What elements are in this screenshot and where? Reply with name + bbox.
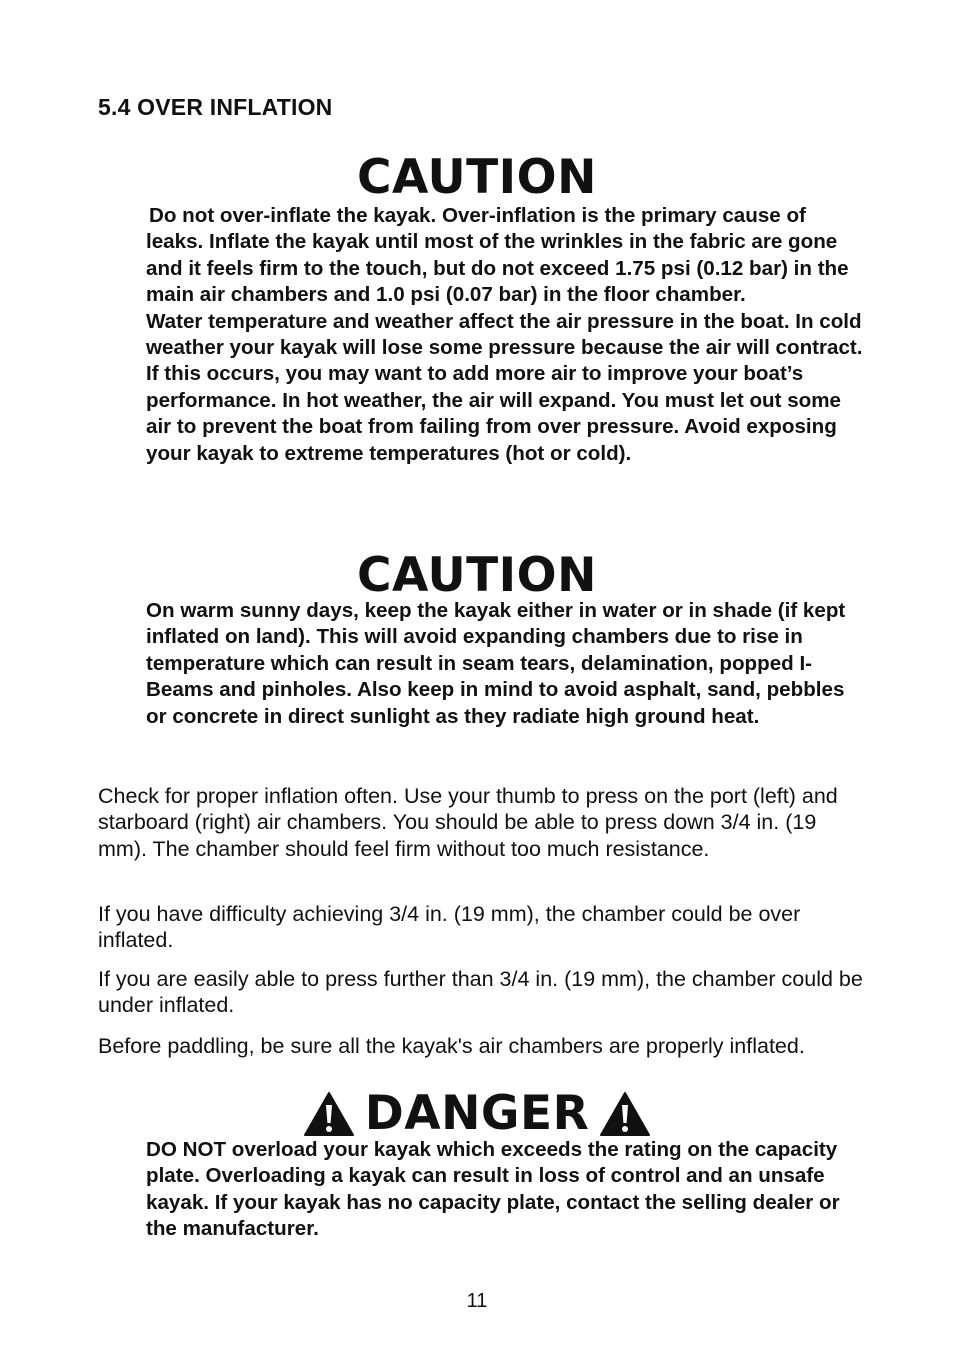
danger-text: DO NOT overload your kayak which exceeds the rating on the capacity plate. Overloading a kayak can result in loss of control and an unsafe kayak. If your kayak has no capacity plate, contact the selling dealer or the manufacturer. bbox=[146, 1138, 840, 1241]
danger-title: DANGER bbox=[364, 1086, 590, 1141]
danger-header bbox=[0, 1086, 954, 1142]
danger-body bbox=[146, 1137, 866, 1243]
instruction-paragraph-2: If you have difficulty achieving 3/4 in. (19 mm), the chamber could be over inflated. bbox=[98, 902, 801, 953]
warning-triangle-icon bbox=[599, 1091, 651, 1137]
caution-body-1 bbox=[146, 203, 866, 467]
instruction-paragraph-4: Before paddling, be sure all the kayak's air chambers are properly inflated. bbox=[98, 1034, 805, 1058]
caution-1-paragraph-2: Water temperature and weather affect the air pressure in the boat. In cold weather your kayak will lose some pressure because the air will contract. If this occurs, you may want to add more air to improve your boat’s performance. In hot weather, the air will expand. You must let out some air to prevent the boat from failing from over pressure. Avoid exposing your kayak to extreme temperatures (hot or cold). bbox=[146, 309, 863, 465]
caution-2-text: On warm sunny days, keep the kayak either in water or in shade (if kept inflated on land). This will avoid expanding chambers due to rise in temperature which can result in seam tears, delamination, popped I-Beams and pinholes. Also keep in mind to avoid asphalt, sand, pebbles or concrete in direct sunlight as they radiate high ground heat. bbox=[146, 599, 846, 728]
instruction-paragraph-1: Check for proper inflation often. Use your thumb to press on the port (left) and starboard (right) air chambers. You should be able to press down 3/4 in. (19 mm). The chamber should feel firm without too much resistance. bbox=[98, 784, 838, 861]
section-heading: 5.4 OVER INFLATION bbox=[98, 94, 333, 120]
instruction-paragraph-3: If you are easily able to press further than 3/4 in. (19 mm), the chamber could be under inflated. bbox=[98, 967, 863, 1018]
warning-triangle-icon bbox=[303, 1091, 355, 1137]
caution-1-paragraph-1: Do not over-inflate the kayak. Over-inflation is the primary cause of leaks. Inflate the kayak until most of the wrinkles in the fabric are gone and it feels firm to the touch, but do not exceed 1.75 psi (0.12 bar) in the main air chambers and 1.0 psi (0.07 bar) in the floor chamber. bbox=[146, 204, 849, 307]
caution-title-2: CAUTION bbox=[357, 548, 597, 603]
caution-body-2 bbox=[146, 598, 866, 730]
page-number: 11 bbox=[466, 1290, 488, 1312]
caution-title-1: CAUTION bbox=[357, 150, 597, 205]
